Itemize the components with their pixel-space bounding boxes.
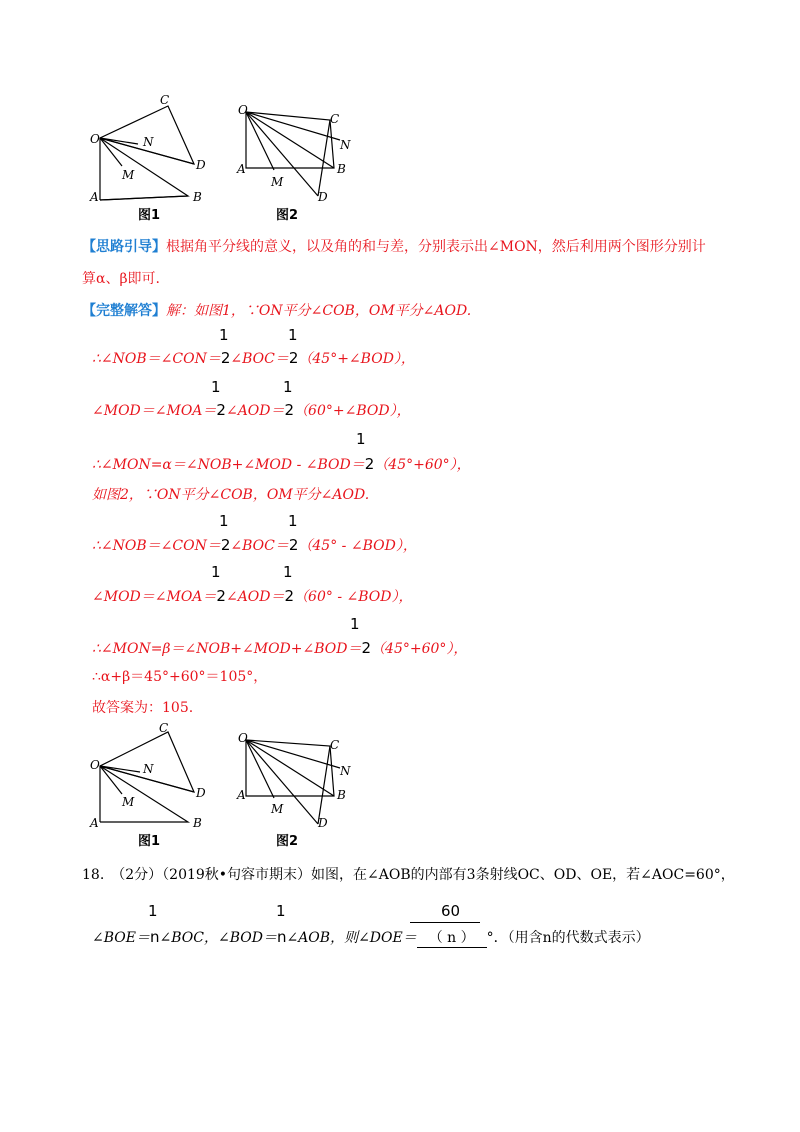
fraction-denominator: n (276, 928, 287, 946)
figure-2-caption: 图2 (276, 208, 299, 223)
point-m: M (122, 168, 135, 182)
point-o: O (238, 103, 248, 117)
fraction-denominator: 2 (288, 536, 299, 554)
fraction-numerator: 1 (276, 902, 286, 920)
figure-2-caption: 图2 (276, 834, 299, 849)
fraction-denominator: 2 (220, 536, 231, 554)
point-n: N (340, 138, 351, 152)
answer-denominator: （ n ） (428, 930, 475, 946)
point-b: B (193, 816, 202, 830)
answer-line-4 (92, 535, 417, 555)
fraction-denominator: 2 (220, 349, 231, 367)
text: ∴∠MON=β＝∠NOB+∠MOD+∠BOD＝ (92, 641, 362, 657)
text: （45° - ∠BOD）， (298, 538, 417, 554)
text: ∠AOB，则∠DOE＝ (286, 930, 417, 946)
answer-fraction-bar (410, 922, 480, 923)
text: （60°+∠BOD）， (294, 403, 411, 419)
hint-text-1: 根据角平分线的意义，以及角的和与差，分别表示出∠MON，然后利用两个图形分别计 (166, 239, 706, 255)
figure-1-caption: 图1 (138, 834, 161, 849)
fraction-denominator: 2 (284, 401, 295, 419)
point-c: C (159, 721, 169, 735)
answer-fig2-intro: 如图2，∵ON平分∠COB，OM平分∠AOD. (92, 487, 370, 503)
text: ∠BOC＝ (230, 538, 289, 554)
point-b: B (337, 788, 346, 802)
fraction-denominator: n (149, 928, 160, 946)
fraction-numerator: 1 (283, 563, 293, 581)
text: ∠BOC，∠BOD＝ (159, 930, 277, 946)
point-m: M (122, 795, 135, 809)
fraction-numerator: 1 (288, 326, 298, 344)
text: （60° - ∠BOD）， (294, 589, 413, 605)
point-c: C (160, 93, 170, 107)
point-b: B (193, 190, 202, 204)
text: °．（用含n的代数式表示） (486, 930, 650, 946)
point-a: A (90, 816, 99, 830)
figure-1-caption: 图1 (138, 208, 161, 223)
point-c: C (330, 738, 340, 752)
point-d: D (318, 816, 328, 830)
point-a: A (90, 190, 99, 204)
answer-line-1 (92, 348, 415, 368)
question-18-line-1: 18. （2分）（2019秋•句容市期末）如图，在∠AOB的内部有3条射线OC、OD、OE，若∠AOC=60°， (82, 867, 735, 883)
text: ∠BOE＝ (92, 930, 150, 946)
fraction-denominator: 2 (216, 587, 226, 605)
text: ∴∠NOB＝∠CON＝ (92, 351, 221, 367)
fraction-numerator: 1 (211, 563, 221, 581)
answer-line-6 (92, 638, 467, 658)
text: （45°+60°）， (374, 457, 471, 473)
point-n: N (340, 764, 351, 778)
point-a: A (237, 162, 246, 176)
fraction-denominator: 2 (361, 639, 372, 657)
answer-blank[interactable] (417, 927, 487, 948)
point-d: D (196, 786, 206, 800)
point-n: N (143, 135, 154, 149)
fraction-numerator: 1 (283, 378, 293, 396)
question-18-line-2 (92, 927, 650, 948)
point-o: O (90, 132, 100, 146)
text: ∠AOD＝ (225, 589, 285, 605)
point-o: O (90, 758, 100, 772)
fraction-numerator: 1 (219, 512, 229, 530)
fraction-numerator: 1 (211, 378, 221, 396)
hint-line-1 (82, 236, 706, 256)
answer-line-5 (92, 586, 413, 606)
answer-final: 故答案为：105. (92, 700, 194, 716)
answer-intro-line (82, 300, 471, 320)
answer-tag: 【完整解答】 (82, 303, 166, 319)
fraction-denominator: 2 (288, 349, 299, 367)
answer-line-2 (92, 400, 411, 420)
point-o: O (238, 731, 248, 745)
point-m: M (271, 175, 284, 189)
text: ∴∠NOB＝∠CON＝ (92, 538, 221, 554)
point-n: N (143, 762, 154, 776)
point-a: A (237, 788, 246, 802)
text: ∠MOD＝∠MOA＝ (92, 589, 217, 605)
fraction-denominator: 2 (364, 455, 375, 473)
fraction-numerator: 1 (350, 615, 360, 633)
answer-line-7: ∴α+β＝45°+60°＝105°， (92, 669, 268, 685)
text: ∠AOD＝ (225, 403, 285, 419)
answer-line-3 (92, 454, 471, 474)
point-m: M (271, 802, 284, 816)
text: ∠MOD＝∠MOA＝ (92, 403, 217, 419)
fraction-denominator: 2 (284, 587, 295, 605)
fraction-numerator: 1 (356, 430, 366, 448)
point-c: C (330, 112, 340, 126)
hint-line-2: 算α、β即可. (82, 271, 160, 287)
point-b: B (337, 162, 346, 176)
hint-tag: 【思路引导】 (82, 239, 166, 255)
point-d: D (196, 158, 206, 172)
text: ∴∠MON=α＝∠NOB+∠MOD - ∠BOD＝ (92, 457, 365, 473)
text: （45°+60°）， (371, 641, 468, 657)
text: （45°+∠BOD）， (298, 351, 415, 367)
point-d: D (318, 190, 328, 204)
answer-intro: 解：如图1，∵ON平分∠COB，OM平分∠AOD. (166, 303, 472, 319)
answer-numerator: 60 (441, 902, 461, 920)
fraction-numerator: 1 (219, 326, 229, 344)
text: ∠BOC＝ (230, 351, 289, 367)
fraction-numerator: 1 (288, 512, 298, 530)
fraction-denominator: 2 (216, 401, 226, 419)
fraction-numerator: 1 (148, 902, 158, 920)
